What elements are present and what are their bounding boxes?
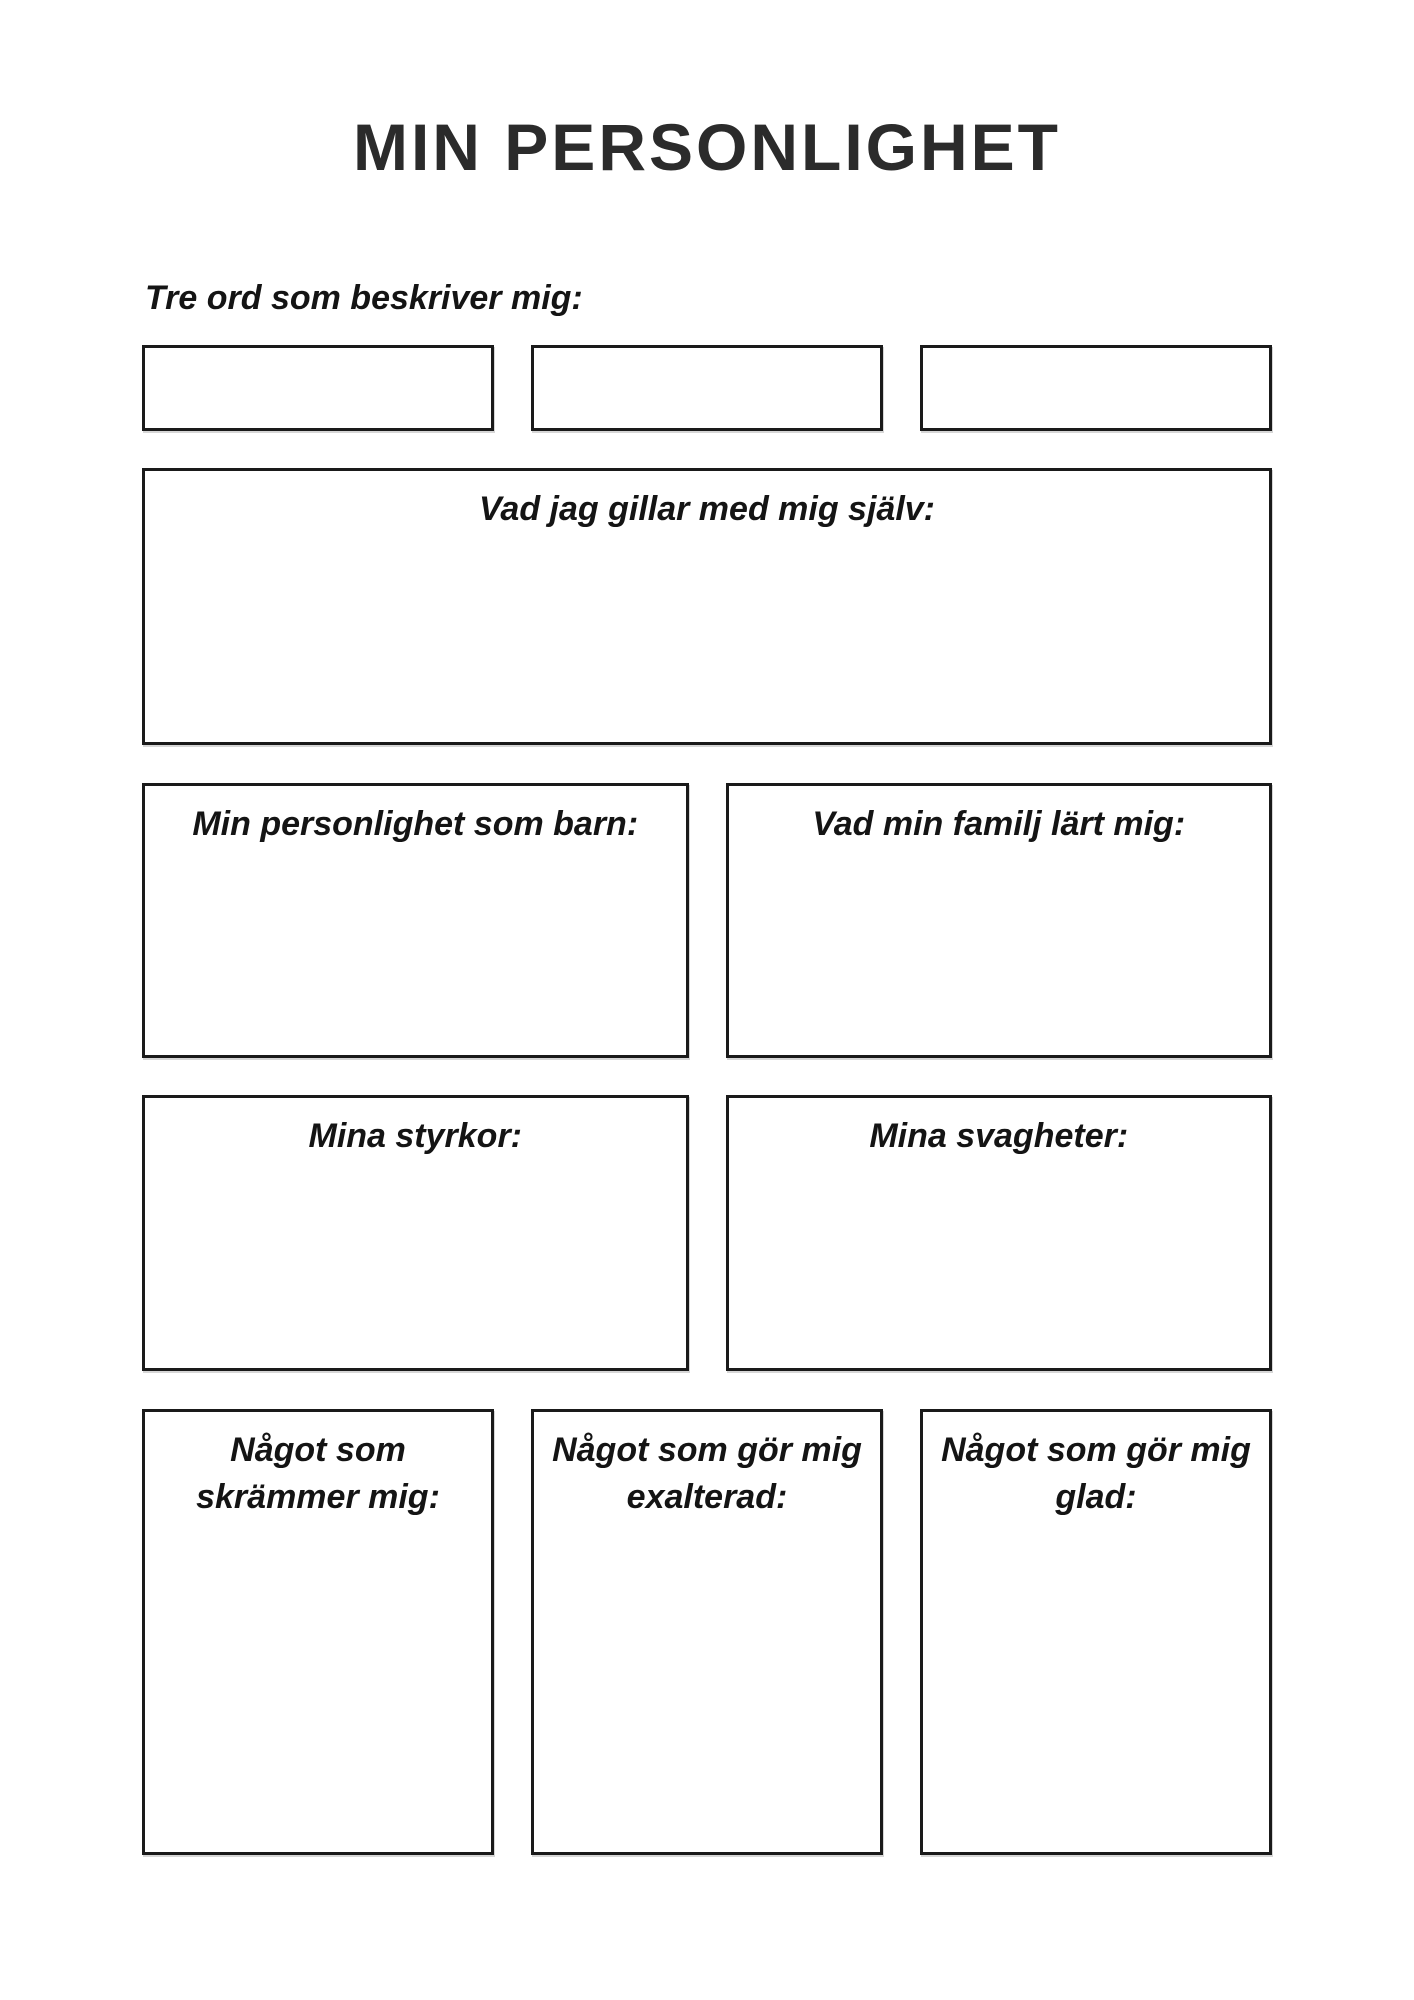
happy-label <box>923 1412 1269 1521</box>
word-input-box-3[interactable] <box>920 345 1272 431</box>
family-box[interactable] <box>726 783 1273 1058</box>
family-label: Vad min familj lärt mig: <box>812 804 1186 843</box>
word-input-box-1[interactable] <box>142 345 494 431</box>
like-myself-label: Vad jag gillar med mig själv: <box>479 489 935 528</box>
childhood-box[interactable] <box>142 783 689 1058</box>
three-words-row <box>142 345 1272 431</box>
weaknesses-label: Mina svagheter: <box>869 1116 1129 1155</box>
weaknesses-box[interactable] <box>726 1095 1273 1371</box>
feelings-row <box>142 1409 1272 1855</box>
strengths-box[interactable] <box>142 1095 689 1371</box>
scares-label-line-1: Något som <box>230 1430 406 1469</box>
childhood-label: Min personlighet som barn: <box>192 804 639 843</box>
like-myself-box[interactable] <box>142 468 1272 745</box>
scares-label <box>145 1412 491 1521</box>
scares-label-line-2: skrämmer mig: <box>196 1477 440 1516</box>
happy-box[interactable] <box>920 1409 1272 1855</box>
word-input-box-2[interactable] <box>531 345 883 431</box>
excites-label-line-1: Något som gör mig <box>552 1430 862 1469</box>
excites-label <box>534 1412 880 1521</box>
strengths-label: Mina styrkor: <box>308 1116 522 1155</box>
happy-label-line-2: glad: <box>1055 1477 1137 1516</box>
childhood-family-row <box>142 783 1272 1058</box>
scares-box[interactable] <box>142 1409 494 1855</box>
page-title: MIN PERSONLIGHET <box>352 110 1062 184</box>
excites-label-line-2: exalterad: <box>626 1477 788 1516</box>
happy-label-line-1: Något som gör mig <box>941 1430 1251 1469</box>
three-words-label: Tre ord som beskriver mig: <box>145 278 583 317</box>
strengths-weaknesses-row <box>142 1095 1272 1371</box>
excites-box[interactable] <box>531 1409 883 1855</box>
